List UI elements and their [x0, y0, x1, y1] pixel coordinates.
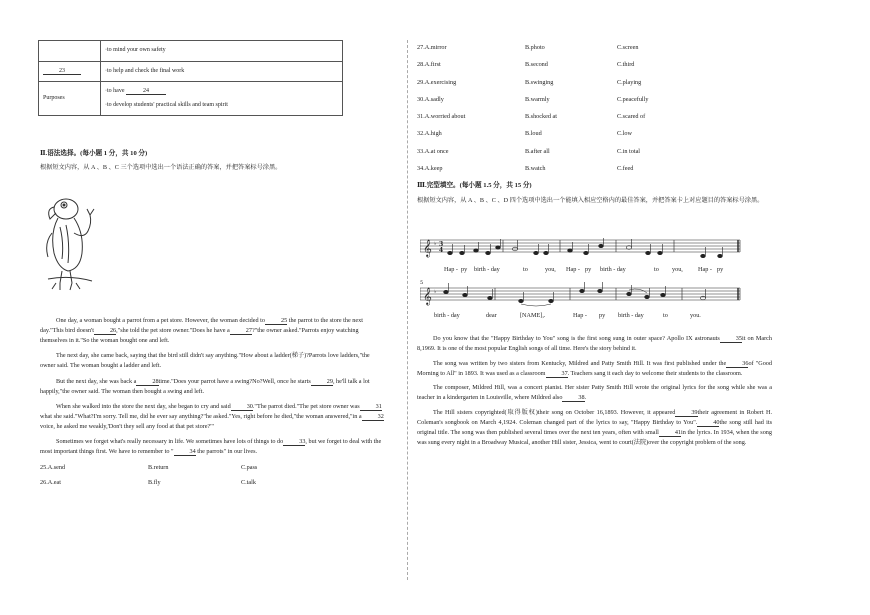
paragraph: The next day, she came back, saying that the bird still didn't say anything."How about a ladder(梯子)?Parrots love ladders,"the owner said. The woman bought a ladder and left. [40, 352, 370, 370]
option[interactable]: C.playing [617, 78, 642, 86]
option[interactable]: C.in total [617, 147, 641, 155]
option[interactable]: B.after all [525, 147, 550, 155]
measure-number: 5 [420, 280, 424, 286]
option[interactable]: C.pass [241, 463, 258, 471]
option[interactable]: C.scared of [617, 113, 646, 120]
option[interactable]: B.loud [525, 130, 542, 138]
option[interactable]: B.second [525, 61, 548, 69]
option[interactable]: 31.A.worried about [417, 113, 466, 120]
table-cell: Purposes [39, 82, 101, 116]
option[interactable]: B.shocked at [525, 113, 557, 120]
blank-29: 29 [311, 379, 333, 386]
paragraph: The Hill sisters copyrighted(取得版权)their song on October 16,1893. However, it appeared 39their agreement in Robert H. Coleman's songbook on March 4,1924. Coleman changed part of the lyrics to say, "Happy Birthday to You". 40the song still had its original title. The song was then published several times over the next ten years, often with small 41in the lyrics. In 1934, when the song was sung every night in a Broadway Musical, another Hill sister, Jessica, went to court(法院)over the copyright problem of the song. [417, 408, 772, 446]
treble-clef-icon: 𝄞 [423, 239, 432, 257]
table-row [39, 82, 343, 116]
option[interactable]: 27.A.mirror [417, 44, 447, 51]
options-group [40, 478, 386, 488]
table-item: ·to develop students' practical skills and team spirit [105, 101, 228, 108]
table-row [39, 61, 343, 82]
option[interactable]: 29.A.exercising [417, 78, 457, 86]
notes-line1 [448, 238, 723, 258]
blank-39: 39 [675, 410, 697, 417]
time-signature-top: 3 [439, 241, 444, 248]
blank-24: 24 [126, 88, 166, 95]
option[interactable]: 33.A.at once [417, 147, 449, 155]
option[interactable]: 25.A.send [40, 463, 66, 471]
options-group [40, 463, 386, 473]
options-right [417, 44, 772, 173]
paragraph: Sometimes we forget what's really necessary in life. We sometimes have lots of things to do 33, but we forget to deal with the most important things first. We have to remember to " 34 the parrots" in our lives. [40, 438, 382, 456]
table-item: ·to help and check the final work [105, 67, 185, 74]
option[interactable]: B.watch [525, 164, 546, 172]
column-divider [407, 40, 408, 580]
blank-26: 26 [94, 328, 116, 335]
option[interactable]: C.talk [241, 479, 256, 487]
table-cell [39, 61, 101, 82]
table-cell [101, 41, 343, 62]
option[interactable]: C.screen [617, 44, 639, 51]
section3-header [417, 182, 772, 206]
flat-sign: ♭ [434, 289, 437, 295]
blank-41: 41 [659, 430, 681, 437]
blank-31: 31 [360, 404, 382, 411]
table-cell [101, 61, 343, 82]
blank-37: 37 [546, 371, 568, 378]
purposes-table [38, 40, 343, 116]
blank-36: 36 [726, 361, 748, 368]
blank-32: 32 [362, 414, 384, 421]
blank-23: 23 [43, 68, 81, 75]
blank-40: 40 [697, 420, 719, 427]
blank-25: 25 [265, 318, 287, 325]
table-item: ·to have 24 [105, 85, 338, 99]
section2-header [40, 150, 385, 172]
blank-34: 34 [174, 449, 196, 456]
option[interactable]: B.swinging [525, 78, 554, 86]
option[interactable]: C.low [617, 130, 632, 138]
paragraph: The composer, Mildred Hill, was a concert pianist. Her sister Patty Smith Hill wrote the original lyrics for the song while she was a teacher in a kindergarten in Louisville, where Mildred also 38. [417, 384, 772, 402]
paragraph: One day, a woman bought a parrot from a pet store. However, the woman decided to 25 the parrot to the store the next day."This bird doesn't 26,"she told the pet store owner."Does he have a 27?"the owner asked."Parrots enjoy watching themselves in it."So the woman bought one and left. [40, 317, 363, 344]
option[interactable]: B.photo [525, 44, 545, 51]
blank-35: 35 [720, 336, 742, 343]
flat-sign: ♭ [434, 241, 437, 247]
option[interactable]: 28.A.first [417, 61, 441, 69]
section3-title: Ⅲ.完型填空。(每小题 1.5 分，共 15 分) [417, 182, 532, 189]
option[interactable]: B.warmly [525, 95, 550, 103]
table-item: ·to mind your own safety [105, 47, 166, 53]
time-signature-bottom: 4 [439, 247, 444, 254]
table-cell [39, 41, 101, 62]
table-cell [101, 82, 343, 116]
option[interactable]: 32.A.high [417, 130, 442, 138]
notes-line2 [444, 282, 706, 303]
paragraph: But the next day, she was back a 28time."Does your parrot have a swing?No?Well, once he starts 29, he'll talk a lot happily,"the owner said. The woman then bought a swing and left. [40, 377, 370, 395]
blank-28: 28 [136, 379, 158, 386]
blank-38: 38 [562, 395, 584, 402]
table-row [39, 41, 343, 62]
option[interactable]: B.return [148, 463, 169, 471]
blank-27: 27 [230, 328, 252, 335]
option[interactable]: 30.A.sadly [417, 95, 444, 103]
paragraph: The song was written by two sisters from Kentucky, Mildred and Patty Smith Hill. It was first published under the 36of "Good Morning to All" in 1893. It was used as a classroom 37. Teachers sang it each day to welcome their students to the classroom. [417, 359, 772, 377]
option[interactable]: C.peacefully [617, 95, 649, 103]
passage-left [40, 316, 386, 498]
option[interactable]: B.fly [148, 479, 161, 487]
paragraph: Do you know that the "Happy Birthday to You" song is the first song sung in outer space? Apollo IX astronauts 35it on March 8,1969. It is one of the most popular English songs of all time. Here's the story behind it. [417, 335, 772, 353]
treble-clef-icon: 𝄞 [423, 287, 432, 305]
option[interactable]: 34.A.keep [417, 164, 443, 172]
blank-30: 30 [231, 404, 253, 411]
section2-title: Ⅱ.语法选择。(每小题 1 分，共 10 分) [40, 150, 148, 157]
option[interactable]: C.feed [617, 164, 634, 172]
option[interactable]: 26.A.eat [40, 479, 61, 487]
passage-right [417, 334, 772, 452]
section3-instruction: 根据短文内容，从 A 、B 、C 、D 四个选项中选出一个能填入相应空格内的最佳答案，并把答案卡上对应题目的答案标号涂黑。 [417, 197, 764, 205]
paragraph: When she walked into the store the next day, she began to cry and said 30."The parrot died."The pet store owner was 31what she said."What?I'm sorry. Tell me, did he ever say anything?"he asked."Yes, right before he died,"the woman answered,"in a 32voice, he asked me weakly,'Don't they sell any food at that pet store?'" [40, 402, 384, 430]
blank-33: 33 [283, 439, 305, 446]
section2-instruction: 根据短文内容，从 A 、B 、C 三个选项中选出一个语法正确的答案，并把答案标号涂黑。 [40, 164, 282, 172]
option[interactable]: C.third [617, 61, 635, 69]
parrot-illustration [40, 193, 100, 293]
